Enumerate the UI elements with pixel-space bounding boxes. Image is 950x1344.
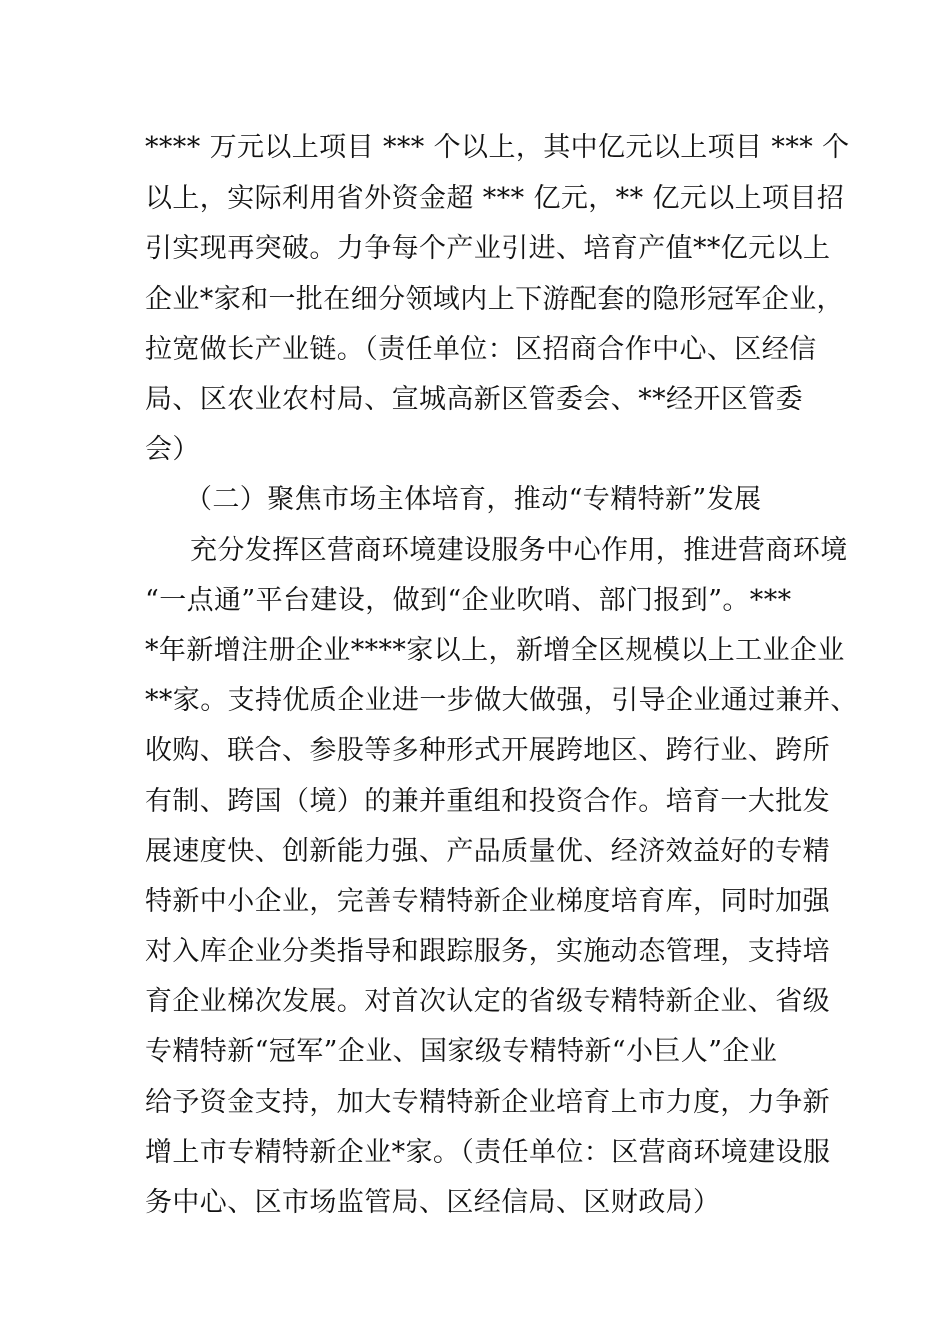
text-line: **家。支持优质企业进一步做大做强，引导企业通过兼并、	[145, 685, 858, 716]
text-line: 育企业梯次发展。对首次认定的省级专精特新企业、省级	[145, 986, 830, 1017]
text-line: 收购、联合、参股等多种形式开展跨地区、跨行业、跨所	[145, 735, 830, 766]
text-line: 会）	[145, 434, 200, 465]
text-line: 引实现再突破。力争每个产业引进、培育产值**亿元以上	[145, 233, 831, 264]
text-line: “一点通”平台建设，做到“企业吹哨、部门报到”。***	[145, 585, 792, 616]
text-line: 务中心、区市场监管局、区经信局、区财政局）	[145, 1187, 721, 1218]
text-line: 特新中小企业，完善专精特新企业梯度培育库，同时加强	[145, 886, 830, 917]
text-line: *年新增注册企业****家以上，新增全区规模以上工业企业	[145, 635, 845, 666]
text-line: 专精特新“冠军”企业、国家级专精特新“小巨人”企业	[145, 1036, 778, 1067]
paragraph-first-line: 充分发挥区营商环境建设服务中心作用，推进营商环境	[190, 535, 848, 566]
text-line: 有制、跨国（境）的兼并重组和投资合作。培育一大批发	[145, 786, 830, 817]
text-line: 局、区农业农村局、宣城高新区管委会、**经开区管委	[145, 384, 803, 415]
text-line: 给予资金支持，加大专精特新企业培育上市力度，力争新	[145, 1087, 830, 1118]
text-line: 企业*家和一批在细分领域内上下游配套的隐形冠军企业，	[145, 284, 844, 315]
text-line: 展速度快、创新能力强、产品质量优、经济效益好的专精	[145, 836, 830, 867]
text-line: 拉宽做长产业链。（责任单位：区招商合作中心、区经信	[145, 334, 817, 365]
text-line: **** 万元以上项目 *** 个以上，其中亿元以上项目 *** 个	[145, 132, 850, 163]
text-line: 对入库企业分类指导和跟踪服务，实施动态管理，支持培	[145, 936, 830, 967]
text-line: 增上市专精特新企业*家。（责任单位：区营商环境建设服	[145, 1137, 831, 1168]
text-line: 以上，实际利用省外资金超 *** 亿元，** 亿元以上项目招	[145, 183, 845, 214]
section-heading: （二）聚焦市场主体培育，推动“专精特新”发展	[185, 484, 762, 515]
